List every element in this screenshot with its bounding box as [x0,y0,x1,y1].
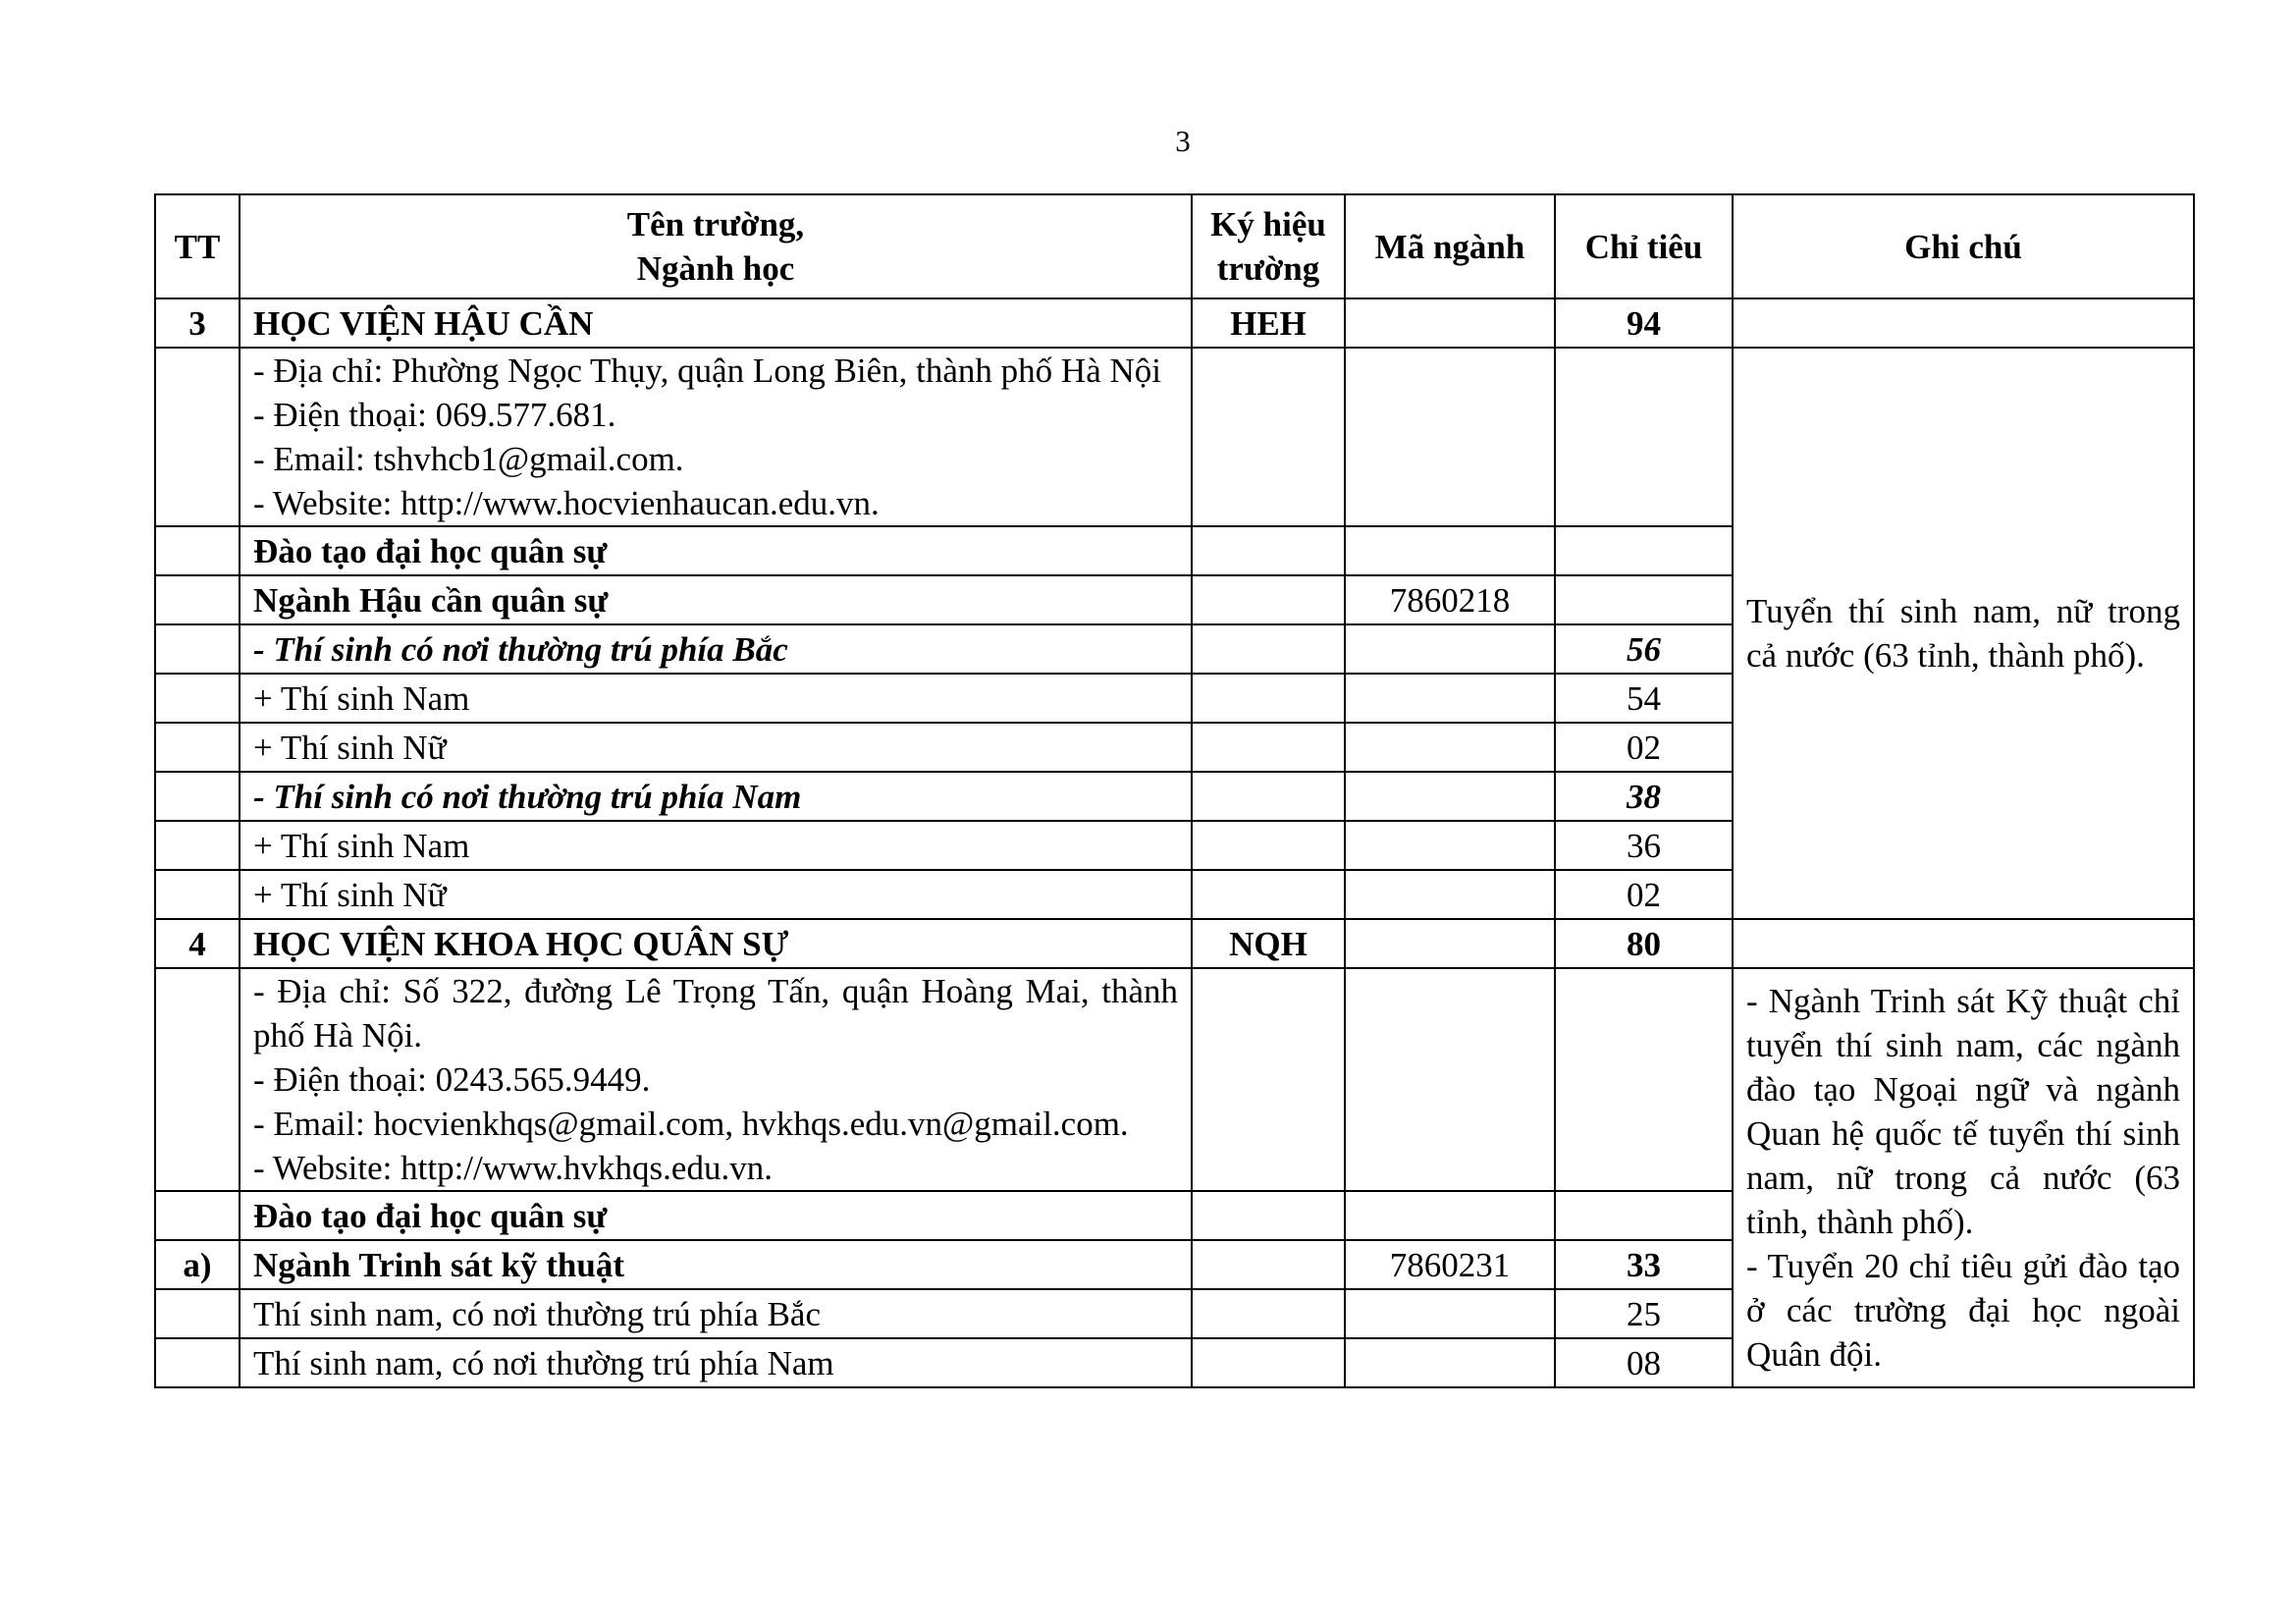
page-number: 3 [1175,124,1191,158]
tt-cell [155,870,240,919]
tt-cell [155,348,240,526]
south-male-quota: 36 [1555,821,1733,870]
training-type: Đào tạo đại học quân sự [240,526,1192,575]
north-male-label: + Thí sinh Nam [240,674,1192,723]
tt-cell [155,1338,240,1387]
email-text: - Email: tshvhcb1@gmail.com. [253,440,684,478]
school-quota: 94 [1555,298,1733,348]
south-male-label: Thí sinh nam, có nơi thường trú phía Nam [240,1338,1192,1387]
school-row-hoc-vien-khoa-hoc-quan-su [155,919,2194,968]
major-code-cell [1345,870,1555,919]
school-name: HỌC VIỆN HẬU CẦN [240,298,1192,348]
note-line-2: - Tuyển 20 chỉ tiêu gửi đào tạo ở các trường đại học ngoài Quân đội. [1746,1247,2180,1374]
south-male-quota: 08 [1555,1338,1733,1387]
north-female-quota: 02 [1555,723,1733,772]
phone-text: - Điện thoại: 069.577.681. [253,396,616,434]
note-text: Tuyển thí sinh nam, nữ trong cả nước (63 tỉnh, thành phố). [1733,348,2194,919]
school-code-cell [1192,870,1345,919]
region-south-label: - Thí sinh có nơi thường trú phía Nam [240,772,1192,821]
major-code-cell [1345,1338,1555,1387]
school-code-cell [1192,772,1345,821]
school-code-cell [1192,575,1345,624]
school-code-cell [1192,723,1345,772]
contact-row [155,348,2194,526]
school-tt: 4 [155,919,240,968]
major-quota: 33 [1555,1240,1733,1289]
major-code-cell [1345,526,1555,575]
school-name: HỌC VIỆN KHOA HỌC QUÂN SỰ [240,919,1192,968]
region-north-quota: 56 [1555,624,1733,674]
header-school-code [1192,194,1345,298]
quota-cell [1555,575,1733,624]
major-code-cell [1345,1289,1555,1338]
major-code-cell [1345,674,1555,723]
header-school-code-line1: Ký hiệu [1210,205,1326,244]
tt-cell [155,723,240,772]
school-code-cell [1192,968,1345,1191]
major-name: Ngành Hậu cần quân sự [240,575,1192,624]
sub-tt: a) [155,1240,240,1289]
tt-cell [155,772,240,821]
table-header-row [155,194,2194,298]
tt-cell [155,821,240,870]
school-quota: 80 [1555,919,1733,968]
quota-cell [1555,1191,1733,1240]
note-text [1733,968,2194,1387]
tt-cell [155,1191,240,1240]
school-code-cell [1192,526,1345,575]
major-code-cell [1345,348,1555,526]
header-school-name [240,194,1192,298]
school-code-cell [1192,1289,1345,1338]
contact-info [240,348,1192,526]
north-female-label: + Thí sinh Nữ [240,723,1192,772]
school-code-cell [1192,348,1345,526]
website-text: - Website: http://www.hocvienhaucan.edu.vn. [253,484,880,522]
header-school-name-line2: Ngành học [636,249,795,288]
phone-text: - Điện thoại: 0243.565.9449. [253,1060,651,1099]
school-code: HEH [1192,298,1345,348]
region-north-label: - Thí sinh có nơi thường trú phía Bắc [240,624,1192,674]
region-south-quota: 38 [1555,772,1733,821]
major-code-cell [1345,1191,1555,1240]
school-code-cell [1192,1191,1345,1240]
school-code-cell [1192,1338,1345,1387]
major-code-cell [1345,723,1555,772]
tt-cell [155,526,240,575]
contact-info [240,968,1192,1191]
tt-cell [155,674,240,723]
south-male-label: + Thí sinh Nam [240,821,1192,870]
header-major-code: Mã ngành [1345,194,1555,298]
school-code: NQH [1192,919,1345,968]
quota-cell [1555,348,1733,526]
email-text: - Email: hocvienkhqs@gmail.com, hvkhqs.edu.vn@gmail.com. [253,1105,1129,1143]
tt-cell [155,968,240,1191]
tt-cell [155,575,240,624]
major-code: 7860231 [1345,1240,1555,1289]
school-code-cell [1192,624,1345,674]
school-tt: 3 [155,298,240,348]
header-tt: TT [155,194,240,298]
school-code-cell [1192,674,1345,723]
major-name: Ngành Trinh sát kỹ thuật [240,1240,1192,1289]
north-male-quota: 25 [1555,1289,1733,1338]
north-male-label: Thí sinh nam, có nơi thường trú phía Bắc [240,1289,1192,1338]
address-text: - Địa chỉ: Phường Ngọc Thụy, quận Long Biên, thành phố Hà Nội [253,352,1161,390]
contact-row [155,968,2194,1191]
admission-quota-table [154,193,2195,1388]
note-line-1: - Ngành Trinh sát Kỹ thuật chỉ tuyển thí sinh nam, các ngành đào tạo Ngoại ngữ và ngành Quan hệ quốc tế tuyển thí sinh nam, nữ trong cả nước (63 tỉnh, thành phố). [1746,982,2180,1241]
north-male-quota: 54 [1555,674,1733,723]
school-row-hoc-vien-hau-can [155,298,2194,348]
note-cell [1733,919,2194,968]
training-type: Đào tạo đại học quân sự [240,1191,1192,1240]
header-school-name-line1: Tên trường, [626,205,805,244]
major-code-cell [1345,821,1555,870]
tt-cell [155,1289,240,1338]
note-cell [1733,298,2194,348]
major-code: 7860218 [1345,575,1555,624]
south-female-quota: 02 [1555,870,1733,919]
website-text: - Website: http://www.hvkhqs.edu.vn. [253,1149,773,1187]
major-code-cell [1345,968,1555,1191]
major-code-cell [1345,298,1555,348]
school-code-cell [1192,1240,1345,1289]
south-female-label: + Thí sinh Nữ [240,870,1192,919]
major-code-cell [1345,919,1555,968]
quota-cell [1555,526,1733,575]
quota-cell [1555,968,1733,1191]
major-code-cell [1345,772,1555,821]
header-quota: Chỉ tiêu [1555,194,1733,298]
tt-cell [155,624,240,674]
major-code-cell [1345,624,1555,674]
header-school-code-line2: trường [1216,249,1320,288]
header-note: Ghi chú [1733,194,2194,298]
school-code-cell [1192,821,1345,870]
address-text: - Địa chỉ: Số 322, đường Lê Trọng Tấn, quận Hoàng Mai, thành phố Hà Nội. [253,972,1178,1055]
